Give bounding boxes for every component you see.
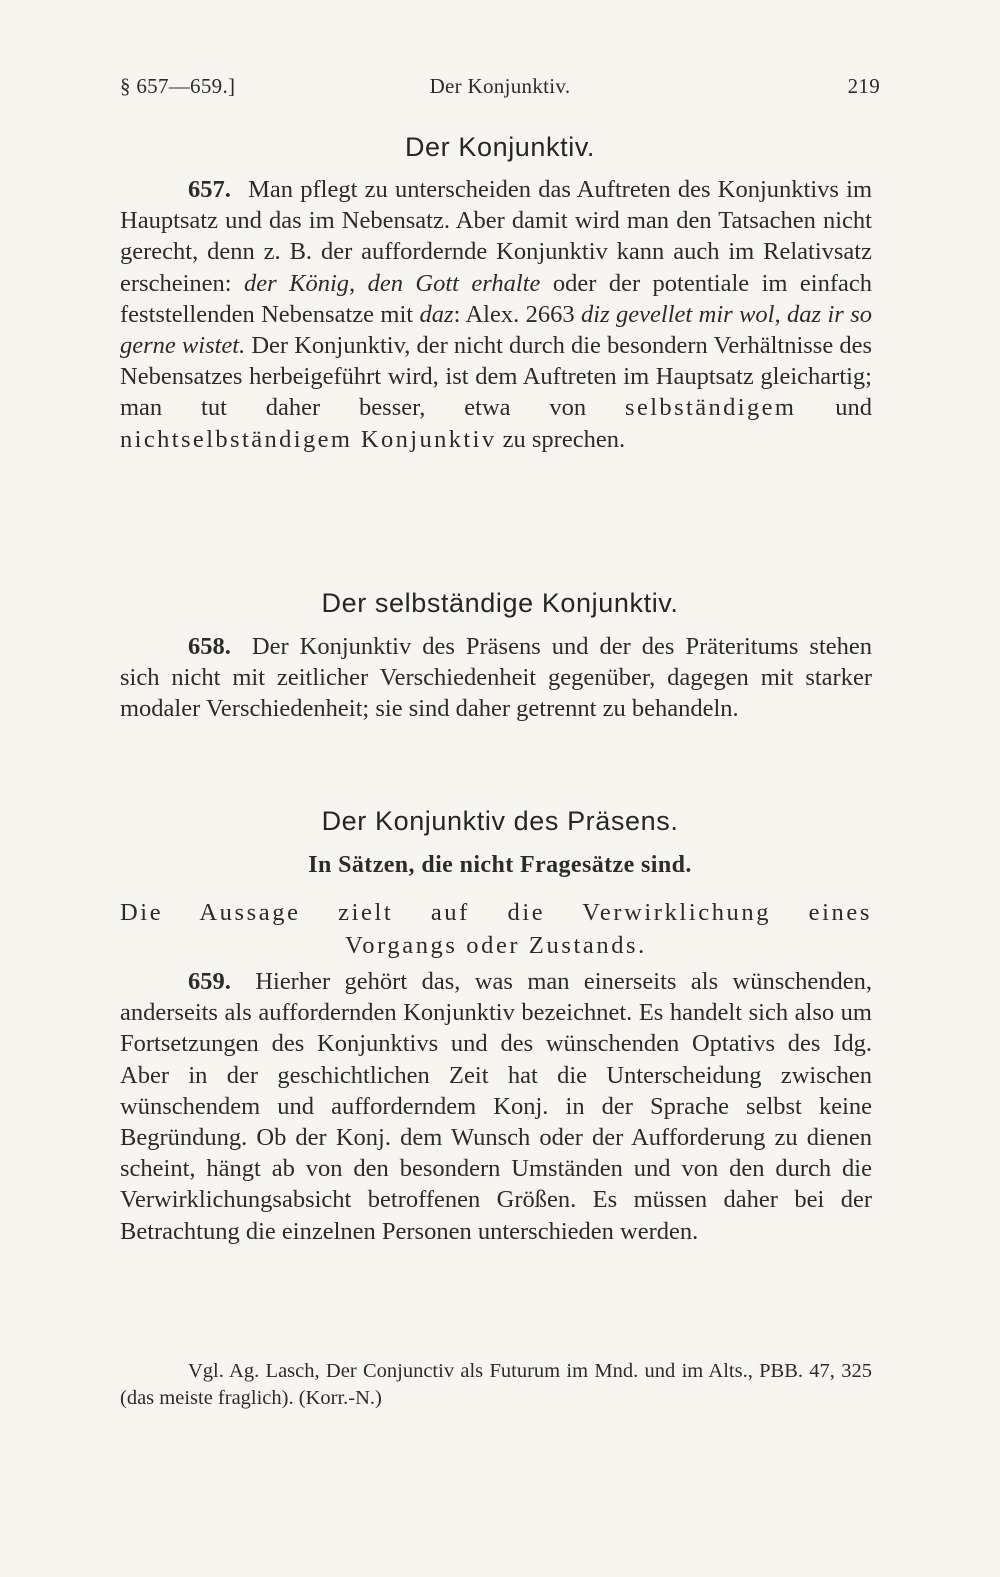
footnote-text: Vgl. Ag. Lasch, Der Conjunctiv als Futurum im Mnd. und im Alts., PBB. 47, 325 (das meiste fraglich). (Korr.-N.) [120,1360,872,1409]
paragraph-659 [120,966,872,1247]
paragraph-text: Der Konjunktiv, der nicht durch die besondern Verhältnisse des Nebensatzes herbeigeführt wird, ist dem Auftreten im Hauptsatz gleichartig; man tut daher besser, etwa von [120,332,872,422]
running-title: Der Konjunktiv. [429,74,571,98]
page-number: 219 [847,74,880,98]
paragraph-number: 658. [188,633,231,660]
paragraph-text: oder der potentiale im einfach feststellenden Nebensatze mit [120,269,873,328]
paragraph-text: : Alex. 2663 [453,300,575,328]
example-word: daz [419,300,454,328]
section-heading: Der Konjunktiv des Präsens. [321,806,679,836]
chapter-heading: Der Konjunktiv. [404,132,596,162]
subsection-heading: In Sätzen, die nicht Fragesätze sind. [308,852,692,878]
spaced-statement [120,896,872,962]
example-quote: der König, den Gott erhalte [244,269,541,297]
paragraph-number: 657. [188,176,231,203]
paragraph-text: Hierher gehört das, was man einerseits als wünschenden, anderseits als auffordernden Konjunktiv bezeichnet. Es handelt sich also um Fortsetzungen des Konjunktivs und des wünschenden Optativs des Idg. Aber in der geschichtlichen Zeit hat die Unterscheidung zwischen wünschendem und aufforderndem Konj. in der Sprache selbst keine Begründung. Ob der Konj. dem Wunsch oder der Aufforderung zu dienen scheint, hängt ab von den besondern Umständen und von den durch die Verwirklichungsabsicht betroffenen Größen. Es müssen daher bei der Betrachtung die einzelnen Personen unterschieden werden. [120,968,873,1245]
spaced-line: Vorgangs oder Zustands. [345,932,647,959]
spaced-line: Die Aussage zielt auf die Verwirklichung eines [120,899,872,926]
paragraph-text: Der Konjunktiv des Präsens und der des Präteritums stehen sich nicht mit zeitlicher Verschiedenheit gegenüber, dagegen mit starker modaler Verschiedenheit; sie sind daher getrennt zu behandeln. [120,633,873,723]
footnote [120,1358,872,1412]
paragraph-text: und [835,394,873,422]
section-range: § 657—659.] [120,74,236,98]
example-quote: diz gevellet mir wol, daz ir so gerne wistet. [120,300,873,360]
section-heading: Der selbständige Konjunktiv. [321,588,679,618]
spaced-term: selbständigem [625,394,797,422]
paragraph-number: 659. [188,968,231,995]
paragraph-658 [120,631,872,725]
spaced-term: nichtselbständigem Konjunktiv [120,425,497,453]
paragraph-text: zu sprechen. [502,425,626,453]
paragraph-text: Man pflegt zu unterscheiden das Auftreten des Konjunktivs im Hauptsatz und das im Nebensatz. Aber damit wird man den Tatsachen nicht gerecht, denn z. B. der auffordernde Konjunktiv kann auch im Relativsatz erscheinen: [120,176,872,297]
paragraph-657 [120,174,872,455]
